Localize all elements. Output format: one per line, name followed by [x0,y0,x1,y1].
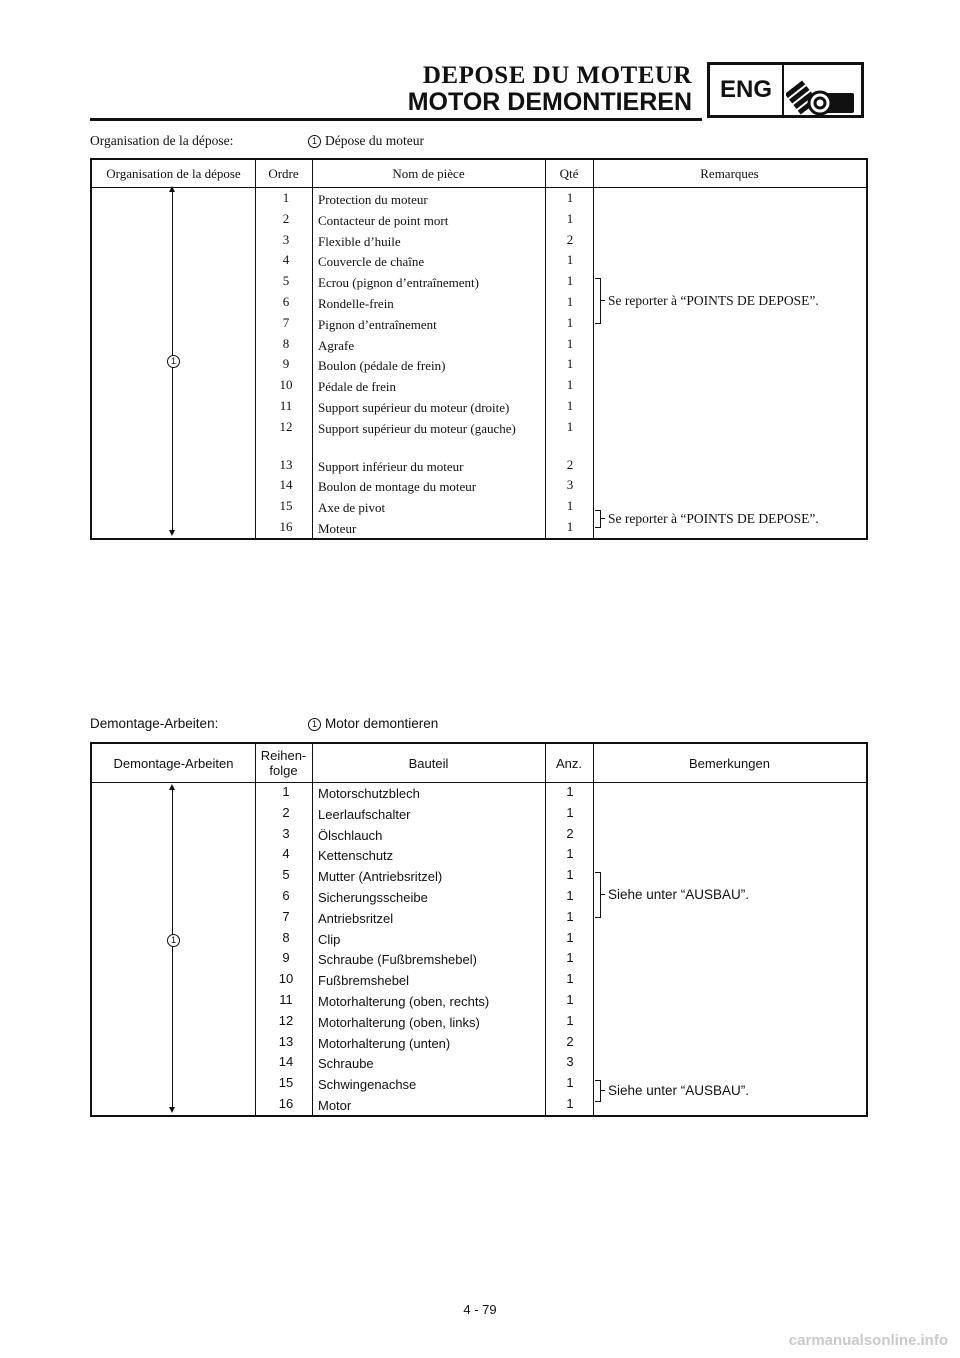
qty-cell: 1 [566,1012,574,1028]
qty-cell: 1 [566,992,574,1007]
order-cell: 2 [282,210,290,226]
qty-cell: 1 [566,377,574,393]
part-name-cell: Pignon d’entraînement [318,316,437,332]
order-cell: 10 [278,971,294,987]
de-col-qty: Anz. [555,755,582,771]
de-col-part: Bauteil [408,755,449,771]
order-cell: 14 [279,477,293,493]
de-col-order: Reihen-folge [260,748,307,778]
part-name-cell: Fußbremshebel [318,973,410,989]
part-name-cell: Support inférieur du moteur [318,458,464,474]
de-remark-2: Siehe unter “AUSBAU”. [608,1083,750,1098]
remark-bracket [595,510,601,528]
de-caption-text: Motor demontieren [325,716,439,731]
qty-cell: 1 [566,498,574,514]
header-rule [90,118,702,121]
part-name-cell: Ecrou (pignon d’entraînement) [318,275,479,291]
fr-caption-label: Organisation de la dépose: [90,133,234,148]
qty-cell: 1 [566,335,574,351]
order-cell: 15 [279,498,293,514]
order-cell: 13 [279,456,293,472]
order-cell: 13 [278,1033,294,1049]
qty-cell: 1 [566,210,574,226]
part-name-cell: Couvercle de chaîne [318,254,425,270]
part-name-cell: Sicherungsscheibe [318,890,428,905]
part-name-cell: Kettenschutz [318,848,394,864]
order-cell: 1 [282,784,290,799]
part-name-cell: Schraube (Fußbremshebel) [318,952,477,968]
part-name-cell: Boulon (pédale de frein) [318,358,446,374]
section-tag: ENG [710,65,784,115]
part-name-cell: Clip [318,931,341,947]
part-name-cell: Schraube [318,1056,374,1072]
qty-cell: 1 [566,929,574,945]
order-cell: 11 [279,398,293,413]
fr-caption-value [308,133,424,149]
qty-cell: 1 [566,252,574,268]
order-cell: 9 [282,950,290,966]
order-cell: 10 [279,377,293,393]
de-col-remarks: Bemerkungen [689,755,770,771]
section-tab [707,62,864,118]
qty-cell: 1 [566,908,574,924]
part-name-cell: Support supérieur du moteur (droite) [318,400,510,415]
qty-cell: 2 [566,825,574,841]
fr-col-organisation: Organisation de la dépose [106,166,241,181]
qty-cell: 1 [566,398,574,413]
fr-col-qty: Qté [559,166,579,181]
order-cell: 8 [282,335,290,351]
order-cell: 2 [282,804,290,820]
qty-cell: 2 [566,231,574,247]
remark-bracket [595,1080,601,1102]
remark-bracket [595,278,601,324]
fr-col-order: Ordre [268,166,299,181]
qty-cell: 1 [566,784,574,799]
page-header [90,60,870,122]
qty-cell: 1 [566,356,574,372]
qty-cell: 1 [566,190,574,205]
de-caption-value [308,716,438,731]
watermark: carmanualsonline.info [788,1332,948,1349]
part-name-cell: Mutter (Antriebsritzel) [318,869,443,885]
arrow-down-icon [169,530,175,536]
order-cell: 15 [278,1075,294,1091]
qty-cell: 3 [566,1054,574,1070]
qty-cell: 1 [566,519,574,534]
de-col-work: Demontage-Arbeiten [113,755,234,771]
part-name-cell: Antriebsritzel [318,910,394,926]
part-name-cell: Flexible d’huile [318,233,401,249]
qty-cell: 2 [566,1033,574,1049]
page-title-de: MOTOR DEMONTIEREN [407,88,692,116]
part-name-cell: Ölschlauch [318,827,383,843]
group-marker: 1 [167,934,180,947]
part-name-cell: Boulon de montage du moteur [318,479,477,495]
page-title-fr: DEPOSE DU MOTEUR [422,62,692,89]
part-name-cell: Motorhalterung (oben, links) [318,1014,480,1030]
part-name-cell: Motorhalterung (oben, rechts) [318,994,490,1009]
qty-cell: 1 [566,418,574,434]
part-name-cell: Moteur [318,521,357,536]
fr-col-remarks: Remarques [700,166,759,181]
part-name-cell: Pédale de frein [318,379,396,395]
order-cell: 4 [282,252,290,268]
order-cell: 9 [282,356,290,372]
engine-gear-icon [786,67,860,117]
order-cell: 8 [282,929,290,945]
qty-cell: 1 [566,888,574,903]
part-name-cell: Contacteur de point mort [318,212,449,228]
order-cell: 14 [278,1054,294,1070]
de-caption-label: Demontage-Arbeiten: [90,716,219,731]
order-cell: 16 [278,1096,294,1111]
de-remark-1: Siehe unter “AUSBAU”. [608,887,750,902]
order-cell: 11 [279,992,293,1007]
order-cell: 6 [282,294,290,309]
fr-remark-1: Se reporter à “POINTS DE DEPOSE”. [608,293,819,308]
qty-cell: 2 [566,456,574,472]
fr-col-part-name: Nom de pièce [392,166,465,181]
de-table-header [92,744,866,783]
part-name-cell: Axe de pivot [318,500,386,516]
circled-number-icon: 1 [308,135,321,148]
part-name-cell: Protection du moteur [318,192,428,207]
page-number: 4 - 79 [463,1302,497,1317]
order-cell: 5 [282,273,290,289]
order-cell: 12 [279,418,293,434]
circled-number-icon: 1 [308,718,321,731]
order-cell: 16 [279,519,293,534]
order-cell: 3 [282,231,290,247]
fr-caption-text: Dépose du moteur [325,133,424,148]
arrow-down-icon [169,1107,175,1113]
part-name-cell: Motorhalterung (unten) [318,1035,451,1051]
qty-cell: 1 [566,1096,574,1111]
order-cell: 12 [278,1012,294,1028]
qty-cell: 1 [566,314,574,330]
order-cell: 3 [282,825,290,841]
qty-cell: 1 [566,971,574,987]
part-name-cell: Schwingenachse [318,1077,417,1093]
part-name-cell: Leerlaufschalter [318,806,411,822]
group-bracket-line [172,789,173,1107]
order-cell: 1 [282,190,290,205]
qty-cell: 1 [566,804,574,820]
part-name-cell: Rondelle-frein [318,296,394,311]
remark-bracket [595,872,601,918]
part-name-cell: Motorschutzblech [318,786,420,801]
qty-cell: 1 [566,294,574,309]
qty-cell: 1 [566,273,574,289]
part-name-cell: Support supérieur du moteur (gauche) [318,420,516,436]
qty-cell: 1 [566,950,574,966]
order-cell: 6 [282,888,290,903]
de-removal-table [90,742,868,1117]
order-cell: 7 [282,314,290,330]
group-marker: 1 [167,355,180,368]
fr-removal-table [90,158,868,540]
part-name-cell: Motor [318,1098,352,1113]
qty-cell: 3 [566,477,574,493]
qty-cell: 1 [566,846,574,862]
qty-cell: 1 [566,1075,574,1091]
fr-table-header [92,160,866,188]
part-name-cell: Agrafe [318,337,355,353]
order-cell: 7 [282,908,290,924]
order-cell: 5 [282,867,290,883]
qty-cell: 1 [566,867,574,883]
fr-remark-2: Se reporter à “POINTS DE DEPOSE”. [608,511,819,526]
order-cell: 4 [282,846,290,862]
